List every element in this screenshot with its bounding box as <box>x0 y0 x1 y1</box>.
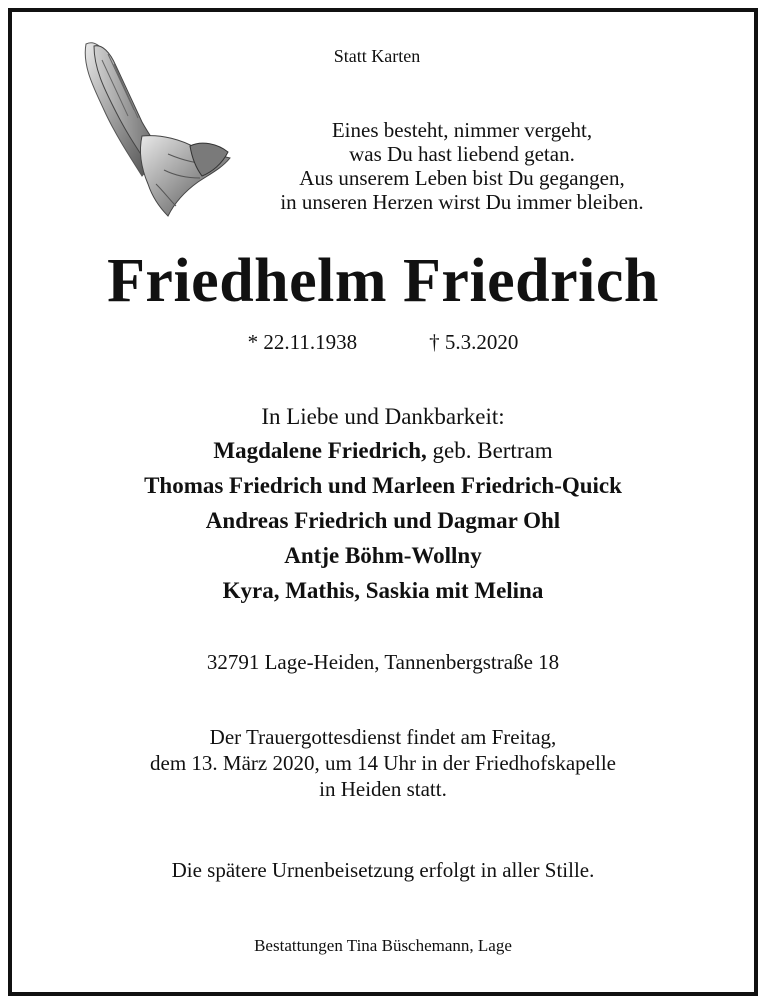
mourner-maiden-name: geb. Bertram <box>426 438 553 463</box>
poem-line: in unseren Herzen wirst Du immer bleiben. <box>280 190 644 214</box>
mourner-name: Magdalene Friedrich, <box>213 438 427 463</box>
notice-content <box>12 12 754 992</box>
poem <box>212 118 712 214</box>
poem-line: Eines besteht, nimmer vergeht, <box>331 118 593 142</box>
mourner-line: Kyra, Mathis, Saskia mit Melina <box>222 578 544 603</box>
mourner-line <box>12 438 754 464</box>
birth-date: * 22.11.1938 <box>247 330 358 354</box>
service-line: in Heiden statt. <box>319 777 447 801</box>
life-dates <box>12 330 754 355</box>
mourner-line: Antje Böhm-Wollny <box>284 543 482 568</box>
praying-hands-icon <box>72 36 232 226</box>
mourner-line: Andreas Friedrich und Dagmar Ohl <box>205 508 561 533</box>
burial-info: Die spätere Urnenbeisetzung erfolgt in aller Stille. <box>171 858 595 882</box>
funeral-home: Bestattungen Tina Büschemann, Lage <box>254 936 512 955</box>
service-info <box>12 724 754 802</box>
poem-line: was Du hast liebend getan. <box>349 142 575 166</box>
deceased-name: Friedhelm Friedrich <box>107 247 659 315</box>
service-line: Der Trauergottesdienst findet am Freitag, <box>209 725 557 749</box>
mourners-intro: In Liebe und Dankbarkeit: <box>261 404 505 429</box>
family-address: 32791 Lage-Heiden, Tannenbergstraße 18 <box>206 650 560 674</box>
mourner-line: Thomas Friedrich und Marleen Friedrich-Quick <box>144 473 622 498</box>
notice-frame <box>8 8 758 996</box>
header-label: Statt Karten <box>333 46 421 66</box>
death-date: † 5.3.2020 <box>429 330 519 354</box>
poem-line: Aus unserem Leben bist Du gegangen, <box>299 166 625 190</box>
service-line: dem 13. März 2020, um 14 Uhr in der Friedhofskapelle <box>150 751 616 775</box>
